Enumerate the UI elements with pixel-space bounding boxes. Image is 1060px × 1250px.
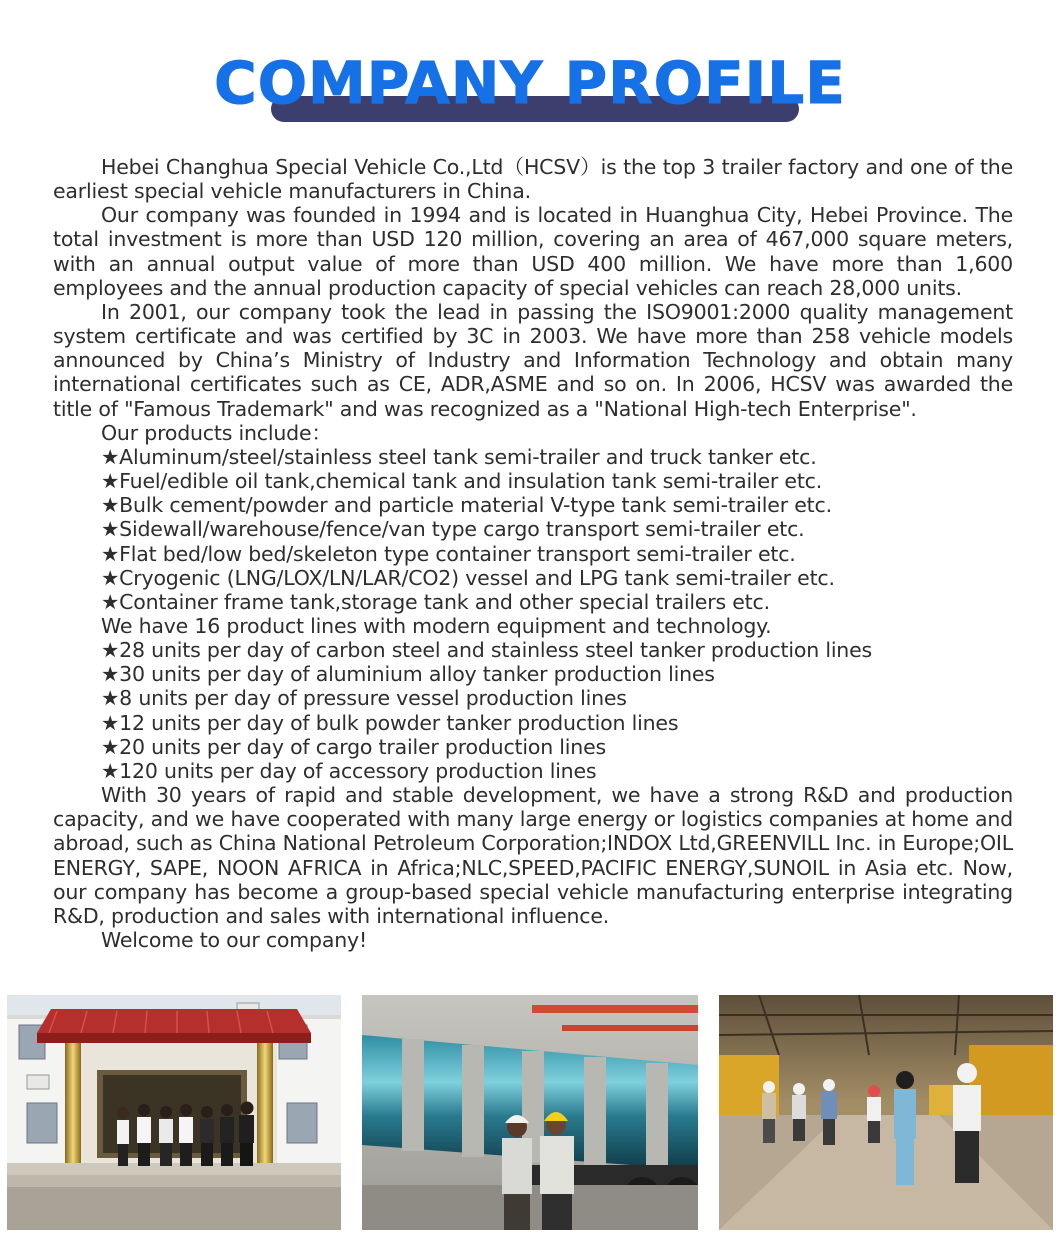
intro-paragraph-3: In 2001, our company took the lead in passing the ISO9001:2000 quality management system certificate and was certified by 3C in 2003. We have more than 258 vehicle models announced by China’s Ministry of Industry and Information Technology and obtain many international certificates such as CE, ADR,ASME and so on. In 2006, HCSV was awarded the title of "Famous Trademark" and was recognized as a "National High-tech Enterprise". [53,299,1013,421]
page-title: COMPANY PROFILE [214,49,846,117]
product-item: ★Flat bed/low bed/skeleton type container transport semi-trailer etc. [101,541,796,566]
tank-trailer-photo [362,995,698,1230]
product-item: ★Aluminum/steel/stainless steel tank semi-trailer and truck tanker etc. [101,444,817,469]
production-line-item: ★8 units per day of pressure vessel production lines [101,686,627,711]
production-line-item: ★120 units per day of accessory production lines [101,758,597,783]
welcome-line: Welcome to our company! [101,928,367,952]
products-heading: Our products include： [101,420,332,445]
product-item: ★Fuel/edible oil tank,chemical tank and insulation tank semi-trailer etc. [101,469,823,494]
production-lines-heading: We have 16 product lines with modern equipment and technology. [101,613,772,638]
production-line-item: ★28 units per day of carbon steel and stainless steel tanker production lines [101,638,872,663]
product-item: ★Bulk cement/powder and particle material V-type tank semi-trailer etc. [101,493,832,518]
intro-paragraph-2: Our company was founded in 1994 and is located in Huanghua City, Hebei Province. The total investment is more than USD 120 million, covering an area of 467,000 square meters, with an annual output value of more than USD 400 million. We have more than 1,600 employees and the annual production capacity of special vehicles can reach 28,000 units. [53,203,1013,300]
product-item: ★Cryogenic (LNG/LOX/LN/LAR/CO2) vessel and LPG tank semi-trailer etc. [101,565,835,590]
page-header [0,0,1060,130]
company-profile-text [53,155,1013,952]
intro-paragraph-1: Hebei Changhua Special Vehicle Co.,Ltd（HCSV）is the top 3 trailer factory and one of the earliest special vehicle manufacturers in China. [53,155,1013,204]
product-item: ★Sidewall/warehouse/fence/van type cargo transport semi-trailer etc. [101,517,805,542]
factory-visit-photo [719,995,1053,1230]
production-line-item: ★12 units per day of bulk powder tanker production lines [101,710,679,735]
photo-gallery [0,995,1060,1230]
production-line-item: ★30 units per day of aluminium alloy tanker production lines [101,662,715,687]
production-line-item: ★20 units per day of cargo trailer production lines [101,734,606,759]
closing-paragraph: With 30 years of rapid and stable development, we have a strong R&D and production capacity, and we have cooperated with many large energy or logistics companies at home and abroad, such as China National Petroleum Corporation;INDOX Ltd,GREENVILL Inc. in Europe;OIL ENERGY, SAPE, NOON AFRICA in Africa;NLC,SPEED,PACIFIC ENERGY,SUNOIL in Asia etc. Now, our company has become a group-based special vehicle manufacturing enterprise integrating R&D, production and sales with international influence. [53,783,1013,928]
product-item: ★Container frame tank,storage tank and other special trailers etc. [101,589,770,614]
office-building-photo [7,995,341,1230]
